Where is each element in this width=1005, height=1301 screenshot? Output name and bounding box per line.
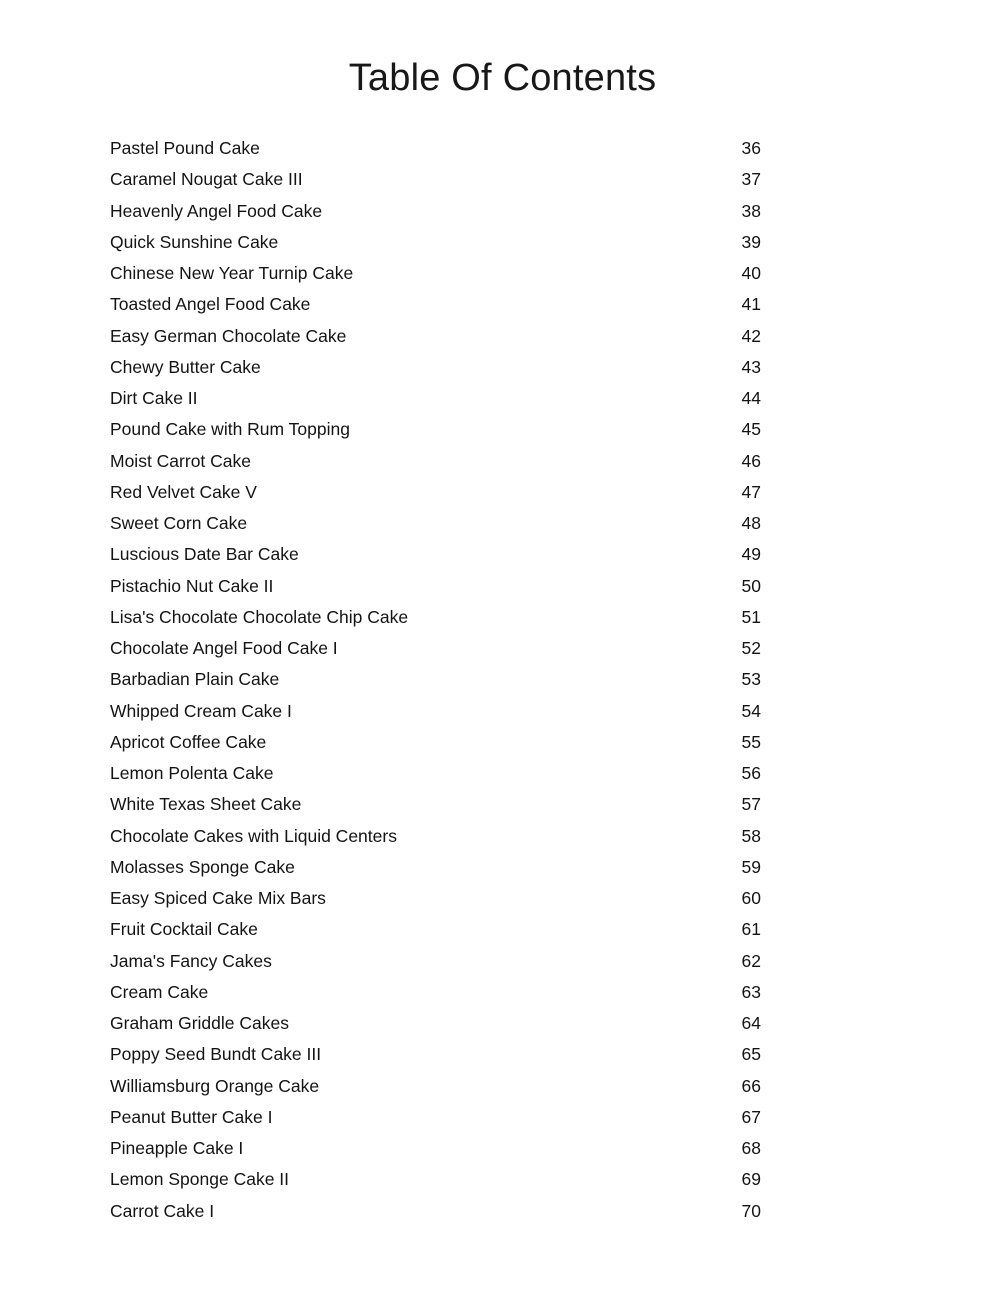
toc-entry	[110, 821, 761, 852]
toc-entry	[110, 477, 761, 508]
toc-entry	[110, 758, 761, 789]
toc-entry-page: 55	[741, 731, 761, 752]
toc-entry-title: Fruit Cocktail Cake	[110, 919, 258, 940]
toc-entry-page: 52	[741, 638, 761, 658]
toc-entry-page: 41	[741, 294, 761, 315]
toc-entry	[110, 289, 761, 320]
toc-entry-title: Poppy Seed Bundt Cake III	[110, 1044, 322, 1065]
toc-list	[110, 133, 761, 1227]
toc-entry-page: 61	[741, 919, 761, 940]
toc-entry-title: Sweet Corn Cake	[110, 513, 248, 533]
toc-entry	[110, 789, 761, 820]
toc-entry-title: White Texas Sheet Cake	[110, 794, 302, 815]
toc-entry	[110, 1071, 761, 1102]
toc-entry-page: 47	[741, 481, 761, 502]
toc-entry	[110, 852, 761, 883]
toc-entry-page: 42	[741, 325, 761, 346]
toc-entry-title: Toasted Angel Food Cake	[110, 294, 311, 315]
toc-entry-title: Williamsburg Orange Cake	[110, 1075, 320, 1096]
toc-entry-page: 57	[741, 794, 761, 815]
toc-entry-title: Barbadian Plain Cake	[110, 669, 280, 690]
toc-entry-title: Lisa's Chocolate Chocolate Chip Cake	[110, 606, 409, 627]
toc-entry-title: Whipped Cream Cake I	[110, 700, 292, 721]
toc-entry	[110, 164, 761, 195]
toc-entry-title: Heavenly Angel Food Cake	[110, 200, 323, 221]
toc-entry-page: 67	[741, 1106, 761, 1127]
toc-entry-page: 51	[741, 606, 761, 627]
toc-entry-title: Chewy Butter Cake	[110, 356, 261, 377]
toc-entry	[110, 508, 761, 539]
toc-entry-page: 62	[741, 950, 761, 971]
toc-entry-title: Red Velvet Cake V	[110, 481, 257, 502]
toc-entry	[110, 539, 761, 570]
toc-entry-page: 63	[741, 981, 761, 1002]
toc-entry-title: Luscious Date Bar Cake	[110, 544, 299, 565]
toc-entry	[110, 414, 761, 445]
toc-entry-title: Pistachio Nut Cake II	[110, 575, 274, 596]
toc-entry	[110, 883, 761, 914]
toc-entry-title: Chocolate Cakes with Liquid Centers	[110, 825, 397, 846]
toc-entry-page: 46	[741, 450, 761, 471]
toc-entry-title: Quick Sunshine Cake	[110, 231, 279, 252]
toc-entry-page: 44	[741, 388, 761, 408]
toc-entry-page: 37	[741, 169, 761, 190]
toc-entry	[110, 1102, 761, 1133]
toc-entry-page: 45	[741, 419, 761, 440]
toc-entry-title: Graham Griddle Cakes	[110, 1013, 289, 1033]
toc-entry-page: 60	[741, 888, 761, 908]
toc-entry	[110, 633, 761, 664]
toc-entry	[110, 727, 761, 758]
toc-entry	[110, 321, 761, 352]
toc-entry-page: 53	[741, 669, 761, 690]
toc-entry-page: 59	[741, 856, 761, 877]
toc-entry-title: Moist Carrot Cake	[110, 450, 252, 471]
toc-entry	[110, 1133, 761, 1164]
toc-entry	[110, 1039, 761, 1070]
toc-entry	[110, 696, 761, 727]
toc-entry-page: 43	[741, 356, 761, 377]
toc-entry-page: 50	[741, 575, 761, 596]
toc-entry-title: Chinese New Year Turnip Cake	[110, 263, 354, 283]
toc-entry	[110, 196, 761, 227]
toc-entry-title: Molasses Sponge Cake	[110, 856, 295, 877]
toc-entry-title: Lemon Sponge Cake II	[110, 1169, 290, 1190]
toc-entry-page: 38	[741, 200, 761, 221]
toc-entry	[110, 133, 761, 164]
toc-entry	[110, 352, 761, 383]
toc-entry-page: 65	[741, 1044, 761, 1065]
toc-entry-title: Pineapple Cake I	[110, 1138, 244, 1158]
toc-entry-title: Apricot Coffee Cake	[110, 731, 267, 752]
toc-entry	[110, 977, 761, 1008]
toc-entry-page: 69	[741, 1169, 761, 1190]
toc-entry	[110, 446, 761, 477]
toc-entry	[110, 227, 761, 258]
toc-entry-title: Jama's Fancy Cakes	[110, 950, 272, 971]
toc-entry	[110, 1196, 761, 1227]
toc-entry-page: 58	[741, 825, 761, 846]
toc-entry-title: Easy German Chocolate Cake	[110, 325, 347, 346]
toc-entry-title: Chocolate Angel Food Cake I	[110, 638, 338, 658]
toc-entry	[110, 946, 761, 977]
toc-entry	[110, 1164, 761, 1195]
page-title: Table Of Contents	[348, 57, 657, 99]
toc-entry	[110, 258, 761, 289]
toc-entry-page: 49	[741, 544, 761, 565]
toc-entry-title: Pastel Pound Cake	[110, 138, 260, 158]
toc-entry	[110, 602, 761, 633]
toc-entry-page: 70	[741, 1200, 761, 1221]
toc-entry-page: 56	[741, 763, 761, 783]
toc-entry-page: 66	[741, 1075, 761, 1096]
toc-entry-title: Dirt Cake II	[110, 388, 198, 408]
toc-entry-title: Easy Spiced Cake Mix Bars	[110, 888, 326, 908]
toc-entry-page: 54	[741, 700, 761, 721]
toc-entry-page: 48	[741, 513, 761, 533]
toc-entry-title: Caramel Nougat Cake III	[110, 169, 303, 190]
toc-entry	[110, 1008, 761, 1039]
toc-entry	[110, 383, 761, 414]
toc-entry-title: Cream Cake	[110, 981, 209, 1002]
toc-entry	[110, 664, 761, 695]
toc-entry	[110, 914, 761, 945]
toc-entry	[110, 571, 761, 602]
toc-entry-page: 40	[741, 263, 761, 283]
toc-entry-page: 39	[741, 231, 761, 252]
toc-entry-page: 68	[741, 1138, 761, 1158]
toc-entry-page: 36	[741, 138, 761, 158]
toc-entry-title: Carrot Cake I	[110, 1200, 215, 1221]
toc-entry-title: Pound Cake with Rum Topping	[110, 419, 350, 440]
toc-entry-title: Peanut Butter Cake I	[110, 1106, 273, 1127]
toc-entry-page: 64	[741, 1013, 761, 1033]
toc-entry-title: Lemon Polenta Cake	[110, 763, 274, 783]
